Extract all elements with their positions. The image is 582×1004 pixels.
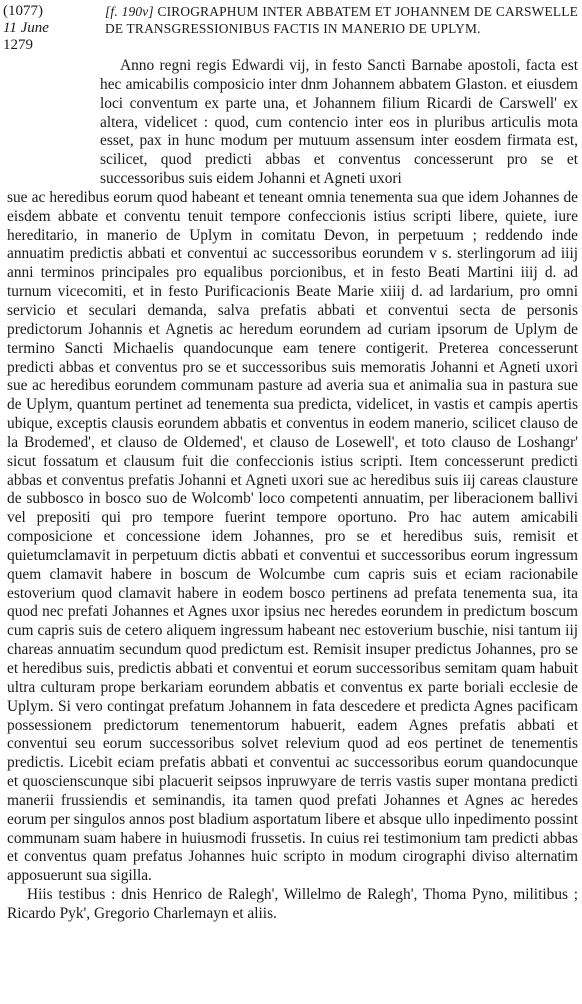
entry-heading [105,3,578,37]
entry-number: (1077) [3,3,43,19]
entry-year: 1279 [3,37,33,53]
document-body [7,57,578,924]
witness-list: Hiis testibus : dnis Henrico de Ralegh', Willelmo de Ralegh', Thoma Pyno, militibus ; Ricardo Pyk', Gregorio Charlemayn et aliis. [7,886,578,922]
entry-date: 11 June [3,20,49,36]
paragraph-opening: Anno regni regis Edwardi vij, in festo Sancti Barnabe apostoli, facta est hec amicabilis composicio inter dnm Johannem abbatem Glaston. et eiusdem loci conventum ex parte una, et Johannem filium Ricardi de Carswell' ex altera, videlicet : quod, cum contencio inter eos in pluribus articulis mota esset, pax in hunc modum per mutuum assensum inter eosdem firmata est, scilicet, quod predicti abbas et conventus concesserunt pro se et successoribus suis eidem Johanni et Agneti uxori [100,57,578,188]
paragraph-continuation: sue ac heredibus eorum quod habeant et teneant omnia tenementa sua que idem Johannes de eisdem abbate et conventu tenuit tempore confeccionis istius scripti libere, quiete, iure hereditario, in manerio de Uplym in comitatu Devon, in perpetuum ; reddendo inde annuatim predictis abbati et conventui ac successoribus eorundem v s. sterlingorum ad iiij anni terminos principales pro equalibus porcionibus, et in festo Beati Martini iiij d. ad turnum vicecomiti, et in festo Purificacionis Beate Marie xiiij d. ad lardarium, pro omni servicio et seculari demanda, salva prefatis abbati et conventui secta de personis predictorum Johannis et Agnetis ac heredum eorundem ad curiam ipsorum de Uplym de termino Sancti Michaelis quandocunque eam tenere contigerit. Preterea concesserunt predicti abbas et conventus pro se et successoribus suis memoratis Johanni et Agneti uxori sue ac heredibus eorundem communam pasture ad averia sua et animalia sua in pastura sue de Uplym, quantum pertinet ad tenementa sua predicta, videlicet, in vastis et campis apertis ubique, exceptis clausis eorundem abbatis et conventus in eodem manerio, scilicet clauso de la Brodemed', et clauso de Oldemed', et clauso de Losewell', et toto clauso de Loshangr' sicut fossatum et clausum fuit die confeccionis istius scripti. Item concesserunt predicti abbas et conventus prefatis Johanni et Agneti uxori sue ac heredibus suis iij careas clausture de subbosco in bosco suo de Wolcomb' loco competenti annuatim, per liberacionem ballivi vel prepositi qui pro tempore fuerint tempore oportuno. Pro hac autem amicabili composicione et concessione idem Johannes, pro se et heredibus suis, remisit et quietumclamavit in perpetuum dictis abbati et conventui et successoribus eorum ingressum quem clamavit habere in boscum de Wolcumbe cum capris suis et eciam racionabile estoverium quod clamavit habere in eodem bosco pertinens ad prefata tenementa sua, ita quod nec prefati Johannes et Agnes uxor ipsius nec heredes eorundem in predictum boscum cum capris suis de cetero aliquem ingressum habeant nec estoverium buschie, nisi tantum iij chareas annuatim secundum quod predictum est. Remisit insuper predictus Johannes, pro se et heredibus suis, predictis abbati et conventui et eorum successoribus semitam quam habuit ultra culturam prope berkariam eorundem abbatis et conventus ex parte boriali ecclesie de Uplym. Si vero contingat prefatum Johannem in fata descedere et predicta Agnes pacificam possessionem predictorum tenementorum habuerit, eadem Agnes prefatis abbati et conventui seu eorum successoribus solvet relevium quod ad eos pertinet de tenementis predictis. Licebit eciam prefatis abbati et conventui ac successoribus eorum quandocunque et quoscienscunque sibi placuerit seipsos inpruwyare de terris vastis super montana predicti manerii frussiendis et seminandis, ita tamen quod prefati Johannes et Agnes ac heredes eorum per singulos annos post bladium asportatum libere et absque ullo inpedimento possint communam suam habere in huiusmodi frussetis. In cuius rei testimonium tam predicti abbas et conventus quam prefatus Johannes huic scripto in modum cirographi diviso alternatim apposuerunt sua sigilla. [7,188,578,885]
folio-reference: [f. 190v] [105,4,154,19]
margin-notes [3,3,83,54]
heading-title: CIROGRAPHUM INTER ABBATEM ET JOHANNEM DE CARSWELLE DE TRANSGRESSIONIBUS FACTIS IN MANERIO DE UPLYM. [105,4,578,36]
